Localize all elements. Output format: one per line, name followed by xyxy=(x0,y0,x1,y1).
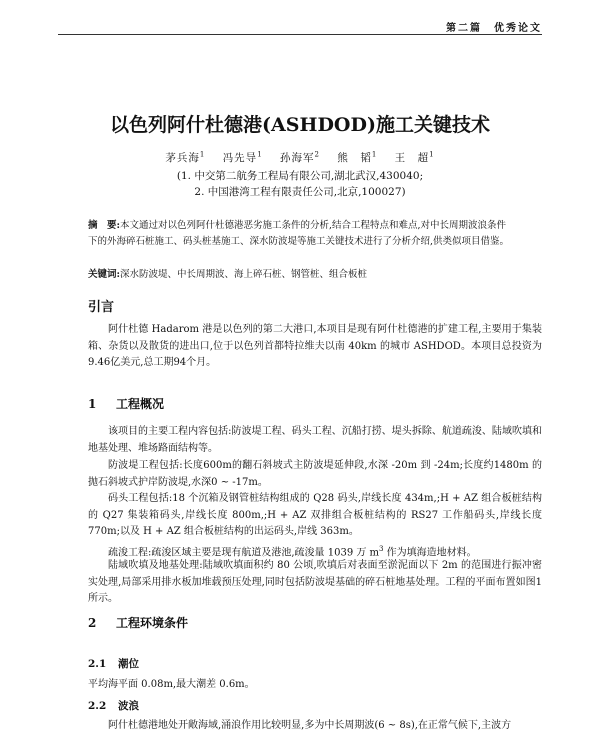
abstract-text: 本文通过对以色列阿什杜德港恶劣施工条件的分析,结合工程特点和难点,对中长周期波浪条件下的外海碎石桩施工、码头桩基施工、深水防波堤等施工关键技术进行了分析介绍,供类似项目借鉴。 xyxy=(88,220,510,247)
keywords-text: 深水防波堤、中长周期波、海上碎石桩、钢管桩、组合板桩 xyxy=(120,269,368,280)
section-title: 工程环境条件 xyxy=(116,616,189,630)
section-number: 1 xyxy=(88,397,97,411)
paragraph: 平均海平面 0.08m,最大潮差 0.6m。 xyxy=(88,679,255,690)
subsection-title: 波浪 xyxy=(118,700,139,712)
abstract-label: 摘 要: xyxy=(88,220,121,231)
author-affil-mark: 1 xyxy=(199,150,206,159)
keywords xyxy=(88,267,512,283)
author-affil-mark: 1 xyxy=(257,150,263,159)
subsection-heading-2-1 xyxy=(88,656,139,671)
dredging-text: 疏浚工程:疏浚区域主要是现有航道及港池,疏浚量 1039 万 m xyxy=(108,547,380,559)
paragraph: 阿什杜德港地处开敞海域,涌浪作用比较明显,多为中长周期波(6 ~ 8s),在正常气候下,主波方 xyxy=(108,720,512,731)
author-affil-mark: 2 xyxy=(314,150,320,159)
header-rule xyxy=(58,34,542,35)
section-heading-intro: 引言 xyxy=(88,300,115,315)
author-affil-mark: 1 xyxy=(371,150,378,159)
paragraph: 防波堤工程包括:长度600m的翻石斜坡式主防波堤延伸段,水深 -20m 到 -24m;长度约1480m 的抛石斜坡式护岸防波堤,水深0 ~ -17m。 xyxy=(88,460,542,488)
keywords-label: 关键词: xyxy=(88,269,121,280)
paragraph: 该项目的主要工程内容包括:防波堤工程、码头工程、沉船打捞、堤头拆除、航道疏浚、陆域吹填和地基处理、堆场路面结构等。 xyxy=(88,426,542,454)
author-name: 熊 韬 xyxy=(337,152,372,164)
paragraph: 码头工程包括:18 个沉箱及钢管桩结构组成的 Q28 码头,岸线长度 434m,;H + AZ 组合板桩结构的 Q27 集装箱码头,岸线长度 800m,;H + AZ 双排组合板桩结构的 RS27 工作船码头,岸线长度 770m;以及 H + AZ 组合板桩结构的出运码头,岸线 363m。 xyxy=(88,493,542,537)
author-name: 孙海军 xyxy=(280,152,315,164)
paper-title: 以色列阿什杜德港(ASHDOD)施工关键技术 xyxy=(110,114,490,136)
paragraph: 陆域吹填及地基处理:陆域吹填面积约 80 公顷,吹填后对表面至淤泥面以下 2m 的范围进行振冲密实处理,局部采用排水板加堆载预压处理,同时包括防波堤基础的碎石桩地基处理。工程的平面布置如图1所示。 xyxy=(88,560,542,604)
author-name: 茅兵海 xyxy=(165,152,200,164)
author-name: 王 超 xyxy=(394,152,430,164)
intro-paragraph: 阿什杜德 Hadarom 港是以色列的第二大港口,本项目是现有阿什杜德港的扩建工程,主要用于集装箱、杂货以及散货的进出口,位于以色列首都特拉维夫以南 40km 的城市 ASHDOD。本项目总投资为9.46亿美元,总工期94个月。 xyxy=(88,324,542,368)
section-heading-2 xyxy=(88,614,188,631)
dredging-text-end: 作为填海造地材料。 xyxy=(383,547,477,559)
affiliation-1: (1. 中交第二航务工程局有限公司,湖北武汉,430040; xyxy=(176,170,424,182)
running-header: 第二篇 优秀论文 xyxy=(446,23,542,34)
subsection-number: 2.2 xyxy=(88,700,107,712)
section-heading-1 xyxy=(88,395,164,412)
subsection-heading-2-2 xyxy=(88,698,139,713)
section-title: 工程概况 xyxy=(116,397,165,411)
author-list xyxy=(0,150,600,165)
subsection-title: 潮位 xyxy=(118,658,139,670)
affiliation-2: 2. 中国港湾工程有限责任公司,北京,100027) xyxy=(194,186,406,198)
author-affil-mark: 1 xyxy=(429,150,435,159)
section-number: 2 xyxy=(88,616,97,630)
superscript: 3 xyxy=(379,545,384,553)
author-name: 冯先导 xyxy=(222,152,258,164)
subsection-number: 2.1 xyxy=(88,658,107,670)
abstract xyxy=(88,218,512,250)
